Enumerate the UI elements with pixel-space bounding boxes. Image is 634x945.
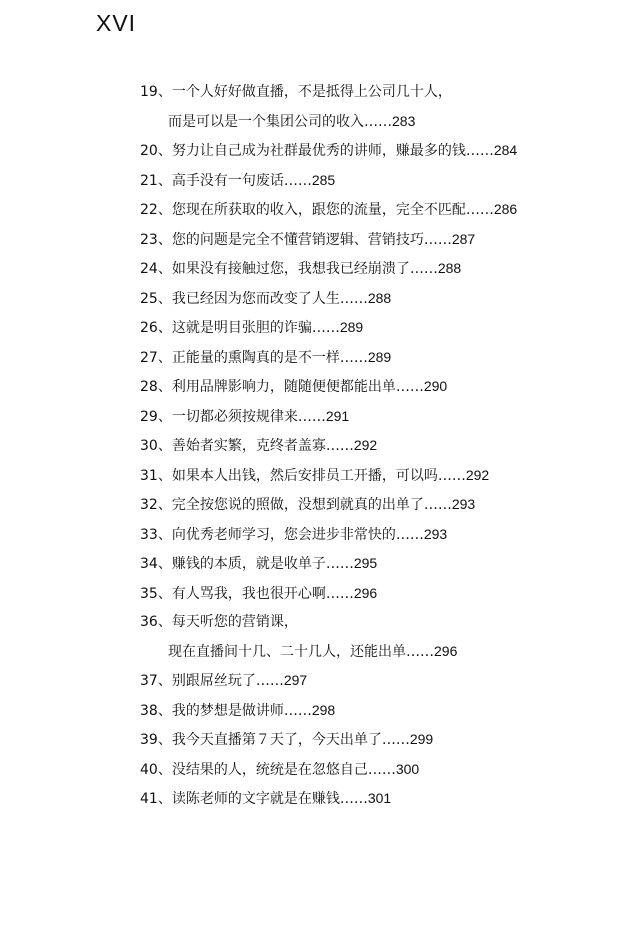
toc-entry-page: 290 (423, 378, 448, 394)
toc-entry-page: 285 (311, 171, 336, 188)
toc-entry (140, 372, 620, 402)
toc-entry-title: 31、如果本人出钱，然后安排员工开播，可以吗…… (140, 467, 466, 484)
toc-entry-page: 292 (465, 466, 490, 483)
toc-entry-page: 295 (353, 555, 378, 571)
toc-entry (140, 166, 620, 196)
toc-entry-title: 而是可以是一个集团公司的收入…… (168, 113, 392, 130)
toc-entry (140, 608, 620, 637)
toc-entry (140, 755, 620, 785)
toc-entry-title: 37、别跟屌丝玩了…… (140, 673, 284, 689)
toc-entry (140, 579, 620, 609)
toc-entry-title: 20、努力让自己成为社群最优秀的讲师，赚最多的钱…… (140, 143, 494, 159)
toc-entry-page: 284 (493, 142, 518, 158)
toc-entry (140, 254, 620, 284)
toc-entry (140, 343, 620, 373)
toc-entry-page: 293 (423, 525, 448, 542)
toc-entry-page: 289 (367, 348, 392, 365)
toc-entry (140, 78, 620, 107)
toc-entry-page: 297 (283, 672, 308, 688)
toc-entry-page: 288 (367, 289, 392, 306)
toc-entry-title: 30、善始者实繁，克终者盖寡…… (140, 438, 354, 454)
toc-entry-page: 299 (409, 731, 434, 747)
toc-entry (140, 195, 620, 225)
toc-entry-title: 24、如果没有接触过您，我想我已经崩溃了…… (140, 261, 438, 277)
toc-entry-page: 296 (434, 642, 458, 659)
toc-entry-page: 287 (451, 230, 476, 247)
toc-entry-title: 40、没结果的人，统统是在忽悠自己…… (140, 761, 396, 778)
toc-entry-title: 23、您的问题是完全不懂营销逻辑、营销技巧…… (140, 231, 452, 248)
toc-entry-title: 34、赚钱的本质，就是收单子…… (140, 556, 354, 572)
toc-entry-title: 39、我今天直播第７天了，今天出单了…… (140, 732, 410, 748)
toc-entry-title: 33、向优秀老师学习，您会进步非常快的…… (140, 526, 424, 543)
toc-entry-title: 38、我的梦想是做讲师…… (140, 702, 312, 719)
toc-entry (140, 784, 620, 814)
toc-entry-page: 292 (353, 437, 378, 453)
toc-entry-title: 28、利用品牌影响力，随随便便都能出单…… (140, 379, 424, 395)
toc-entry-title: 32、完全按您说的照做，没想到就真的出单了…… (140, 497, 452, 513)
toc-entry-page: 291 (325, 407, 350, 424)
toc-entry-continuation (140, 637, 620, 667)
page-number: XVI (96, 10, 137, 36)
toc-entry (140, 284, 620, 314)
toc-entry-page: 288 (437, 260, 462, 276)
toc-entry-title: 29、一切都必须按规律来…… (140, 408, 326, 425)
toc-entry-page: 300 (395, 760, 420, 777)
toc-entry (140, 136, 620, 166)
toc-entry (140, 225, 620, 255)
toc-entry-title: 41、读陈老师的文字就是在赚钱…… (140, 791, 368, 807)
toc-entry (140, 402, 620, 432)
toc-entry (140, 490, 620, 520)
toc-entry-page: 301 (367, 790, 392, 806)
toc-entry-title: 现在直播间十几、二十几人，还能出单…… (168, 643, 434, 660)
toc-entry-page: 296 (353, 584, 378, 601)
toc-entry (140, 431, 620, 461)
toc-entry-page: 289 (339, 319, 364, 335)
toc-entry-title: 22、您现在所获取的收入，跟您的流量，完全不匹配…… (140, 202, 494, 218)
toc-entry (140, 696, 620, 726)
toc-entry (140, 666, 620, 696)
toc-entry-title: 25、我已经因为您而改变了人生…… (140, 290, 368, 307)
toc-entry-title: 21、高手没有一句废话…… (140, 172, 312, 189)
table-of-contents (140, 78, 620, 814)
toc-entry (140, 520, 620, 550)
toc-entry-page: 293 (451, 496, 476, 512)
toc-entry (140, 725, 620, 755)
toc-entry (140, 549, 620, 579)
toc-entry-continuation (140, 107, 620, 137)
toc-entry (140, 313, 620, 343)
toc-entry-page: 283 (392, 112, 416, 129)
toc-entry-title: 27、正能量的熏陶真的是不一样…… (140, 349, 368, 366)
toc-entry-page: 286 (493, 201, 518, 217)
toc-entry-title: 36、每天听您的营销课， (140, 614, 298, 630)
toc-entry-title: 26、这就是明目张胆的诈骗…… (140, 320, 340, 336)
toc-entry-page: 298 (311, 701, 336, 718)
toc-entry-title: 19、一个人好好做直播，不是抵得上公司几十人， (140, 84, 452, 100)
toc-entry (140, 461, 620, 491)
toc-entry-title: 35、有人骂我，我也很开心啊…… (140, 585, 354, 602)
